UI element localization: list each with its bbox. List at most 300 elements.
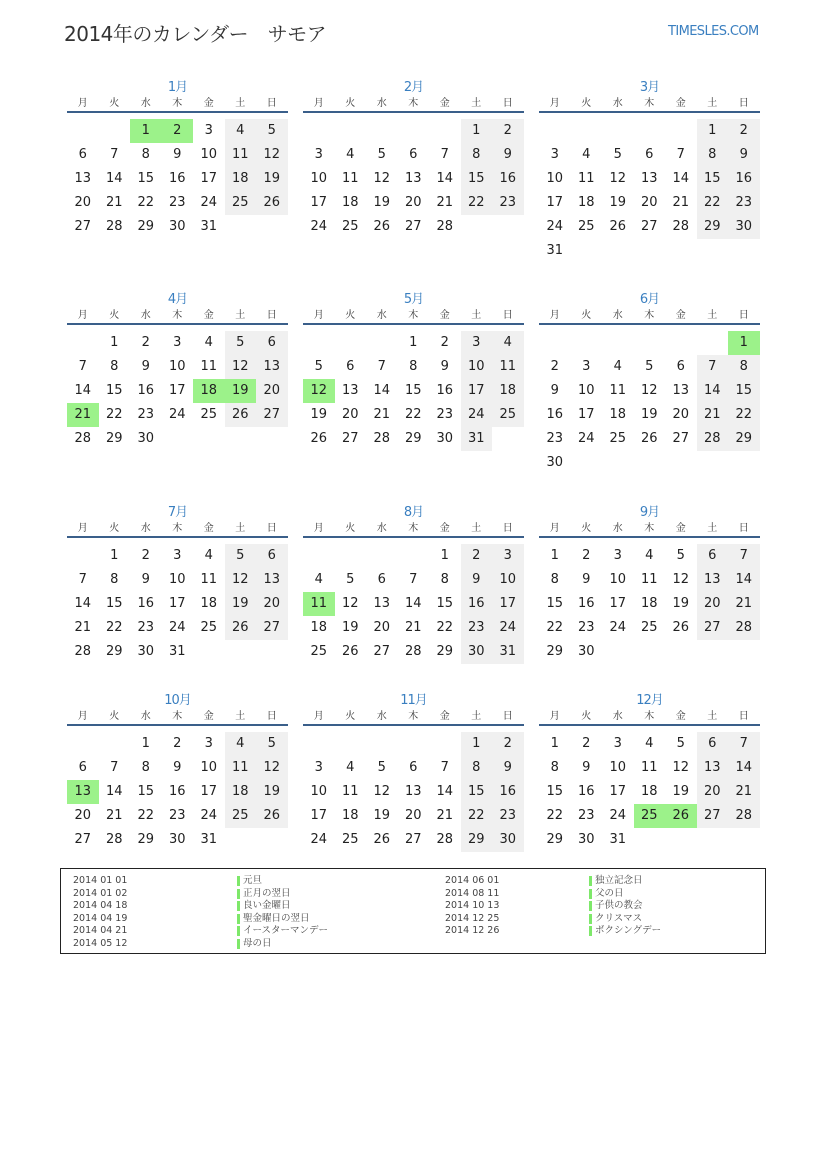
day-cell: 10 [310, 784, 328, 799]
day-cell: 17 [310, 808, 328, 823]
day-cell: 9 [550, 383, 559, 398]
day-cell: 20 [341, 407, 359, 422]
holiday-date: 2014 01 02 [73, 887, 128, 899]
day-cell: 22 [105, 407, 123, 422]
day-cell: 29 [461, 828, 493, 852]
day-cell: 11 [492, 355, 524, 379]
day-cell: 2 [582, 736, 591, 751]
day-cell: 21 [373, 407, 391, 422]
weekday-label: 木 [644, 711, 655, 722]
day-cell: 24 [168, 620, 186, 635]
day-cell: 17 [310, 195, 328, 210]
day-cell: 11 [225, 756, 257, 780]
holiday-date: 2014 04 21 [73, 925, 128, 936]
day-cell: 30 [492, 828, 524, 852]
day-cell: 16 [436, 383, 454, 398]
day-cell: 24 [310, 219, 328, 234]
day-cell: 19 [310, 407, 328, 422]
weekday-label: 水 [376, 711, 387, 722]
day-cell: 11 [577, 171, 595, 186]
day-cell: 31 [492, 640, 524, 664]
weekday-label: 火 [109, 523, 120, 534]
day-cell: 25 [577, 219, 595, 234]
day-cell: 9 [173, 760, 182, 775]
weekday-label: 土 [471, 711, 482, 722]
day-cell: 24 [200, 195, 218, 210]
weekday-label: 土 [235, 98, 246, 109]
day-cell: 21 [728, 592, 760, 616]
day-cell: 5 [225, 331, 257, 355]
weekday-header [67, 519, 288, 535]
holiday-day-cell: 11 [303, 592, 335, 616]
day-cell: 15 [105, 596, 123, 611]
day-cell: 20 [640, 195, 658, 210]
weekday-label: 火 [581, 310, 592, 321]
day-cell: 22 [461, 804, 493, 828]
weekday-label: 月 [313, 310, 324, 321]
day-cell: 5 [256, 119, 288, 143]
day-cell: 31 [200, 832, 218, 847]
day-cell: 6 [78, 760, 87, 775]
weekday-header [539, 707, 760, 723]
day-cell: 15 [546, 784, 564, 799]
weekday-label: 水 [376, 98, 387, 109]
day-cell: 2 [728, 119, 760, 143]
day-cell: 20 [256, 592, 288, 616]
day-cell: 30 [577, 832, 595, 847]
day-cell: 4 [613, 359, 622, 374]
day-cell: 21 [436, 808, 454, 823]
weekday-label: 木 [408, 711, 419, 722]
day-cell: 2 [492, 732, 524, 756]
day-cell: 27 [697, 804, 729, 828]
weekday-label: 木 [172, 98, 183, 109]
weekday-label: 土 [707, 523, 718, 534]
day-cell: 26 [373, 832, 391, 847]
header-rule [67, 536, 288, 538]
weekday-label: 月 [77, 523, 88, 534]
day-cell: 22 [697, 191, 729, 215]
day-cell: 22 [137, 808, 155, 823]
day-cell: 19 [225, 592, 257, 616]
month-title: 8月 [403, 505, 424, 520]
day-cell: 18 [200, 596, 218, 611]
day-cell: 26 [373, 219, 391, 234]
brand-logo-text[interactable]: TIMESLES.COM [668, 24, 759, 39]
day-cell: 9 [141, 572, 150, 587]
day-cell: 18 [310, 620, 328, 635]
day-cell: 16 [546, 407, 564, 422]
weekday-label: 土 [235, 523, 246, 534]
day-cell: 23 [577, 808, 595, 823]
weekday-label: 水 [140, 310, 151, 321]
day-cell: 7 [409, 572, 418, 587]
day-cell: 23 [492, 804, 524, 828]
weekday-label: 土 [235, 711, 246, 722]
day-cell: 12 [341, 596, 359, 611]
day-cell: 8 [728, 355, 760, 379]
day-cell: 2 [582, 548, 591, 563]
weekday-label: 土 [707, 310, 718, 321]
weekday-label: 木 [172, 310, 183, 321]
day-cell: 15 [137, 171, 155, 186]
day-cell: 24 [609, 620, 627, 635]
holiday-dates-col-1 [73, 875, 127, 950]
day-cell: 10 [168, 359, 186, 374]
day-cell: 21 [404, 620, 422, 635]
day-cell: 7 [440, 147, 449, 162]
day-cell: 1 [440, 548, 449, 563]
day-cell: 20 [697, 780, 729, 804]
day-cell: 21 [74, 620, 92, 635]
day-cell: 12 [609, 171, 627, 186]
month-title: 1月 [167, 80, 188, 95]
day-cell: 6 [377, 572, 386, 587]
weekday-label: 金 [439, 98, 450, 109]
month-title: 11月 [400, 693, 427, 708]
day-cell: 15 [728, 379, 760, 403]
holiday-day-cell: 1 [728, 331, 760, 355]
day-cell: 20 [74, 195, 92, 210]
day-cell: 18 [341, 808, 359, 823]
day-cell: 12 [373, 784, 391, 799]
day-cell: 2 [550, 359, 559, 374]
weekday-label: 木 [172, 711, 183, 722]
day-cell: 6 [78, 147, 87, 162]
day-cell: 27 [256, 616, 288, 640]
weekday-label: 月 [313, 523, 324, 534]
day-cell: 16 [492, 167, 524, 191]
weekday-label: 水 [612, 310, 623, 321]
day-cell: 28 [436, 832, 454, 847]
month-title: 3月 [639, 80, 660, 95]
weekday-label: 金 [439, 711, 450, 722]
day-cell: 16 [137, 596, 155, 611]
holiday-day-cell: 1 [130, 119, 162, 143]
day-cell: 25 [341, 219, 359, 234]
weekday-label: 日 [738, 523, 749, 534]
month-title: 9月 [639, 505, 660, 520]
weekday-label: 土 [235, 310, 246, 321]
weekday-label: 水 [612, 711, 623, 722]
holiday-date: 2014 04 19 [73, 912, 128, 924]
day-cell: 9 [461, 568, 493, 592]
day-cell: 22 [137, 195, 155, 210]
day-cell: 16 [137, 383, 155, 398]
day-cell: 8 [440, 572, 449, 587]
month-title: 2月 [403, 80, 424, 95]
day-cell: 1 [550, 548, 559, 563]
day-cell: 3 [550, 147, 559, 162]
day-cell: 17 [609, 784, 627, 799]
day-cell: 15 [137, 784, 155, 799]
holiday-name: 子供の教会 [589, 900, 661, 913]
weekday-label: 火 [345, 310, 356, 321]
day-cell: 3 [173, 548, 182, 563]
day-cell: 2 [141, 335, 150, 350]
weekday-label: 土 [707, 98, 718, 109]
weekday-label: 水 [140, 523, 151, 534]
day-cell: 18 [640, 784, 658, 799]
day-cell: 13 [373, 596, 391, 611]
weekday-label: 木 [644, 98, 655, 109]
holiday-date: 2014 12 25 [445, 912, 500, 924]
day-cell: 15 [105, 383, 123, 398]
day-cell: 25 [200, 407, 218, 422]
weekday-label: 金 [675, 98, 686, 109]
holiday-names-col-2 [589, 875, 661, 938]
day-cell: 11 [640, 760, 658, 775]
day-cell: 29 [436, 644, 454, 659]
day-cell: 7 [728, 732, 760, 756]
day-cell: 19 [640, 407, 658, 422]
day-cell: 11 [341, 171, 359, 186]
day-cell: 18 [492, 379, 524, 403]
day-cell: 17 [168, 383, 186, 398]
day-cell: 30 [137, 431, 155, 446]
day-cell: 24 [492, 616, 524, 640]
holiday-date: 2014 06 01 [445, 875, 500, 886]
day-cell: 10 [200, 760, 218, 775]
weekday-header [67, 306, 288, 322]
day-cell: 21 [105, 808, 123, 823]
day-cell: 5 [377, 760, 386, 775]
day-cell: 24 [168, 407, 186, 422]
day-cell: 27 [697, 616, 729, 640]
day-cell: 30 [436, 431, 454, 446]
day-cell: 23 [546, 431, 564, 446]
day-cell: 22 [404, 407, 422, 422]
day-cell: 10 [461, 355, 493, 379]
day-cell: 27 [373, 644, 391, 659]
header-rule [539, 536, 760, 538]
day-cell: 13 [697, 756, 729, 780]
holiday-date: 2014 08 11 [445, 887, 500, 899]
holiday-name: 独立記念日 [589, 875, 661, 888]
day-cell: 20 [404, 195, 422, 210]
day-cell: 22 [461, 191, 493, 215]
day-cell: 1 [550, 736, 559, 751]
day-cell: 4 [204, 548, 213, 563]
day-cell: 4 [346, 147, 355, 162]
holiday-dates-col-2 [445, 875, 499, 938]
holiday-date: 2014 10 13 [445, 900, 500, 911]
day-cell: 18 [640, 596, 658, 611]
holiday-name: クリスマス [589, 913, 661, 926]
weekday-label: 火 [345, 98, 356, 109]
day-cell: 3 [492, 544, 524, 568]
weekday-header [303, 519, 524, 535]
day-cell: 25 [492, 403, 524, 427]
day-cell: 23 [728, 191, 760, 215]
day-cell: 13 [341, 383, 359, 398]
day-cell: 28 [728, 804, 760, 828]
day-cell: 1 [110, 548, 119, 563]
day-cell: 28 [373, 431, 391, 446]
day-cell: 20 [404, 808, 422, 823]
day-cell: 11 [200, 359, 218, 374]
holiday-date: 2014 04 18 [73, 900, 128, 911]
day-cell: 27 [672, 431, 690, 446]
weekday-label: 火 [109, 98, 120, 109]
day-cell: 27 [640, 219, 658, 234]
day-cell: 18 [225, 167, 257, 191]
day-cell: 5 [256, 732, 288, 756]
day-cell: 26 [640, 431, 658, 446]
day-cell: 1 [697, 119, 729, 143]
day-cell: 28 [436, 219, 454, 234]
weekday-label: 月 [77, 98, 88, 109]
day-cell: 19 [256, 780, 288, 804]
day-cell: 6 [409, 760, 418, 775]
day-cell: 2 [492, 119, 524, 143]
day-cell: 12 [256, 143, 288, 167]
holiday-day-cell: 2 [162, 119, 194, 143]
day-cell: 9 [492, 143, 524, 167]
weekday-header [539, 306, 760, 322]
day-cell: 4 [225, 119, 257, 143]
day-cell: 3 [582, 359, 591, 374]
day-cell: 4 [645, 548, 654, 563]
day-cell: 2 [141, 548, 150, 563]
day-cell: 14 [436, 171, 454, 186]
day-cell: 5 [225, 544, 257, 568]
weekday-label: 月 [77, 711, 88, 722]
day-cell: 20 [697, 592, 729, 616]
day-cell: 11 [640, 572, 658, 587]
holiday-name: ボクシングデー [589, 925, 661, 938]
day-cell: 11 [341, 784, 359, 799]
day-cell: 24 [609, 808, 627, 823]
day-cell: 27 [404, 832, 422, 847]
day-cell: 6 [645, 147, 654, 162]
holiday-name: 母の日 [237, 938, 328, 951]
day-cell: 6 [256, 544, 288, 568]
day-cell: 15 [461, 780, 493, 804]
weekday-label: 金 [675, 711, 686, 722]
day-cell: 23 [137, 620, 155, 635]
day-cell: 5 [613, 147, 622, 162]
weekday-label: 金 [203, 310, 214, 321]
day-cell: 16 [728, 167, 760, 191]
day-cell: 22 [105, 620, 123, 635]
day-cell: 6 [697, 544, 729, 568]
weekday-label: 火 [581, 98, 592, 109]
day-cell: 1 [110, 335, 119, 350]
holiday-day-cell: 18 [193, 379, 225, 403]
weekday-label: 月 [549, 98, 560, 109]
day-cell: 24 [577, 431, 595, 446]
day-cell: 14 [105, 784, 123, 799]
day-cell: 13 [697, 568, 729, 592]
day-cell: 21 [697, 403, 729, 427]
day-cell: 13 [256, 355, 288, 379]
day-cell: 9 [728, 143, 760, 167]
weekday-label: 水 [140, 711, 151, 722]
day-cell: 4 [492, 331, 524, 355]
day-cell: 4 [346, 760, 355, 775]
month-title: 5月 [403, 292, 424, 307]
day-cell: 19 [373, 195, 391, 210]
day-cell: 15 [404, 383, 422, 398]
day-cell: 14 [436, 784, 454, 799]
day-cell: 31 [168, 644, 186, 659]
day-cell: 28 [404, 644, 422, 659]
day-cell: 13 [672, 383, 690, 398]
weekday-label: 日 [502, 310, 513, 321]
header-rule [303, 111, 524, 113]
day-cell: 27 [74, 832, 92, 847]
day-cell: 7 [78, 359, 87, 374]
weekday-label: 日 [266, 310, 277, 321]
day-cell: 29 [105, 431, 123, 446]
day-cell: 8 [461, 143, 493, 167]
day-cell: 26 [225, 403, 257, 427]
day-cell: 17 [168, 596, 186, 611]
weekday-label: 土 [471, 523, 482, 534]
day-cell: 4 [225, 732, 257, 756]
weekday-label: 月 [549, 310, 560, 321]
day-cell: 1 [461, 732, 493, 756]
day-cell: 7 [377, 359, 386, 374]
day-cell: 25 [310, 644, 328, 659]
weekday-label: 土 [471, 98, 482, 109]
day-cell: 19 [341, 620, 359, 635]
day-cell: 8 [141, 760, 150, 775]
day-cell: 10 [492, 568, 524, 592]
day-cell: 29 [404, 431, 422, 446]
day-cell: 14 [373, 383, 391, 398]
day-cell: 19 [672, 784, 690, 799]
page-title: 2014年のカレンダー サモア [64, 22, 327, 46]
day-cell: 23 [461, 616, 493, 640]
day-cell: 7 [697, 355, 729, 379]
day-cell: 9 [440, 359, 449, 374]
month-title: 6月 [639, 292, 660, 307]
weekday-label: 日 [502, 98, 513, 109]
day-cell: 11 [609, 383, 627, 398]
day-cell: 20 [373, 620, 391, 635]
day-cell: 22 [546, 808, 564, 823]
day-cell: 30 [577, 644, 595, 659]
day-cell: 22 [436, 620, 454, 635]
day-cell: 7 [440, 760, 449, 775]
day-cell: 26 [672, 620, 690, 635]
weekday-header [539, 519, 760, 535]
day-cell: 27 [404, 219, 422, 234]
day-cell: 30 [168, 219, 186, 234]
day-cell: 14 [697, 379, 729, 403]
day-cell: 10 [200, 147, 218, 162]
holiday-name: 良い金曜日 [237, 900, 328, 913]
day-cell: 8 [110, 572, 119, 587]
day-cell: 8 [461, 756, 493, 780]
day-cell: 31 [461, 427, 493, 451]
day-cell: 18 [609, 407, 627, 422]
day-cell: 16 [577, 596, 595, 611]
day-cell: 1 [141, 736, 150, 751]
day-cell: 3 [173, 335, 182, 350]
day-cell: 12 [640, 383, 658, 398]
day-cell: 24 [310, 832, 328, 847]
day-cell: 28 [74, 644, 92, 659]
day-cell: 13 [74, 171, 92, 186]
day-cell: 6 [697, 732, 729, 756]
day-cell: 16 [577, 784, 595, 799]
weekday-label: 土 [707, 711, 718, 722]
holiday-date: 2014 05 12 [73, 937, 128, 949]
day-cell: 23 [492, 191, 524, 215]
